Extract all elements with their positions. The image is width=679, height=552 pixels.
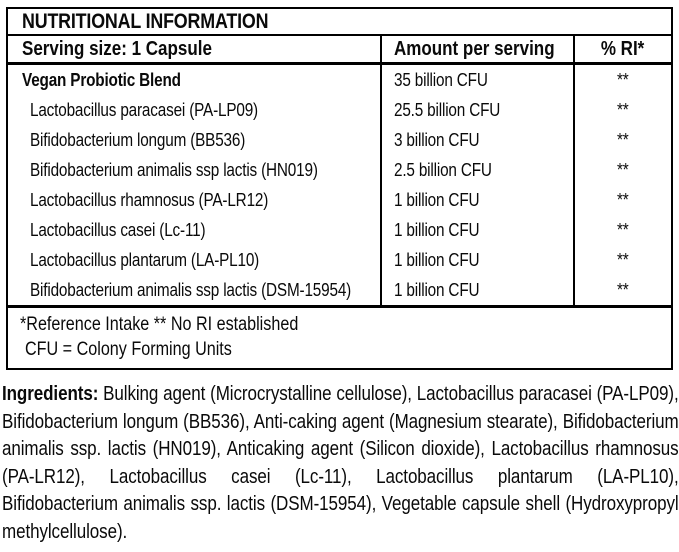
table-row — [8, 185, 671, 215]
ingredient-ri-cell — [573, 125, 671, 155]
ingredient-ri-cell — [573, 65, 671, 95]
table-row — [8, 155, 671, 185]
ingredient-name: Lactobacillus paracasei (PA-LP09) — [30, 99, 258, 120]
ingredient-ri-value: ** — [617, 129, 629, 150]
ingredient-name: Bifidobacterium longum (BB536) — [30, 129, 246, 150]
ingredient-amount-cell — [380, 95, 573, 125]
table-row — [8, 245, 671, 275]
ingredient-amount: 1 billion CFU — [394, 279, 480, 300]
ingredient-name: Lactobacillus plantarum (LA-PL10) — [30, 249, 260, 270]
ingredient-amount-cell — [380, 65, 573, 95]
ingredient-ri-value: ** — [617, 219, 629, 240]
ingredient-amount-cell — [380, 155, 573, 185]
ingredient-ri-cell — [573, 215, 671, 245]
ingredient-amount: 1 billion CFU — [394, 249, 480, 270]
table-row — [8, 275, 671, 305]
table-title-text: NUTRITIONAL INFORMATION — [22, 10, 269, 33]
ingredient-ri-value: ** — [617, 279, 629, 300]
ingredient-ri-value: ** — [617, 249, 629, 270]
ingredient-amount: 25.5 billion CFU — [394, 99, 501, 120]
ingredient-ri-cell — [573, 185, 671, 215]
serving-size-header-cell — [8, 36, 380, 62]
ingredient-name-cell — [8, 185, 380, 215]
footnote-cfu-definition: CFU = Colony Forming Units — [25, 339, 232, 360]
ingredient-name: Bifidobacterium animalis ssp lactis (DSM-15954) — [30, 279, 352, 300]
percent-ri-label: % RI* — [601, 37, 645, 60]
ingredient-name-cell — [8, 125, 380, 155]
ingredients-label: Ingredients: — [2, 383, 99, 405]
percent-ri-header-cell — [573, 36, 671, 62]
ingredient-name: Lactobacillus rhamnosus (PA-LR12) — [30, 189, 269, 210]
ingredient-name-cell — [8, 215, 380, 245]
amount-per-serving-label: Amount per serving — [394, 37, 555, 60]
table-title — [8, 9, 671, 36]
table-row — [8, 215, 671, 245]
ingredient-name: Vegan Probiotic Blend — [22, 69, 181, 90]
table-row — [8, 65, 671, 95]
ingredient-amount: 35 billion CFU — [394, 69, 488, 90]
ingredient-name-cell — [8, 275, 380, 305]
ingredients-text: Bulking agent (Microcrystalline cellulose), Lactobacillus paracasei (PA-LP09), Bifidobacterium longum (BB536), Anti-caking agent (Magnesium stearate), Bifidobacterium animalis ssp. lactis (HN019), Anticaking agent (Silicon dioxide), Lactobacillus rhamnosus (PA-LR12), Lactobacillus casei (Lc-11), Lactobacillus plantarum (LA-PL10), Bifidobacterium animalis ssp. lactis (DSM-15954), Vegetable capsule shell (Hydroxypropyl methylcellulose). — [2, 383, 679, 543]
ingredient-ri-value: ** — [617, 189, 629, 210]
ingredient-amount: 3 billion CFU — [394, 129, 480, 150]
ingredient-ri-value: ** — [617, 159, 629, 180]
ingredient-name-cell — [8, 155, 380, 185]
ingredient-name: Lactobacillus casei (Lc-11) — [30, 219, 206, 240]
ingredient-amount-cell — [380, 125, 573, 155]
ingredient-name-cell — [8, 65, 380, 95]
ingredient-ri-cell — [573, 275, 671, 305]
ingredient-amount: 1 billion CFU — [394, 219, 480, 240]
ingredient-amount-cell — [380, 245, 573, 275]
ingredient-name: Bifidobacterium animalis ssp lactis (HN019) — [30, 159, 318, 180]
serving-size-label: Serving size: 1 Capsule — [22, 37, 212, 60]
table-body — [8, 65, 671, 305]
ingredient-amount: 1 billion CFU — [394, 189, 480, 210]
amount-per-serving-header-cell — [380, 36, 573, 62]
ingredient-ri-cell — [573, 95, 671, 125]
ingredient-ri-cell — [573, 155, 671, 185]
ingredient-name-cell — [8, 245, 380, 275]
ingredient-amount-cell — [380, 215, 573, 245]
table-row — [8, 125, 671, 155]
ingredient-ri-value: ** — [617, 69, 629, 90]
ingredient-amount-cell — [380, 185, 573, 215]
ingredient-ri-cell — [573, 245, 671, 275]
ingredient-amount: 2.5 billion CFU — [394, 159, 492, 180]
table-row — [8, 95, 671, 125]
table-footnotes — [8, 305, 671, 368]
nutrition-information-table — [6, 7, 673, 370]
footnote-reference-intake: *Reference Intake ** No RI established — [20, 314, 299, 335]
table-header-row — [8, 36, 671, 65]
ingredient-amount-cell — [380, 275, 573, 305]
ingredient-name-cell — [8, 95, 380, 125]
ingredients-paragraph — [2, 381, 679, 546]
ingredient-ri-value: ** — [617, 99, 629, 120]
